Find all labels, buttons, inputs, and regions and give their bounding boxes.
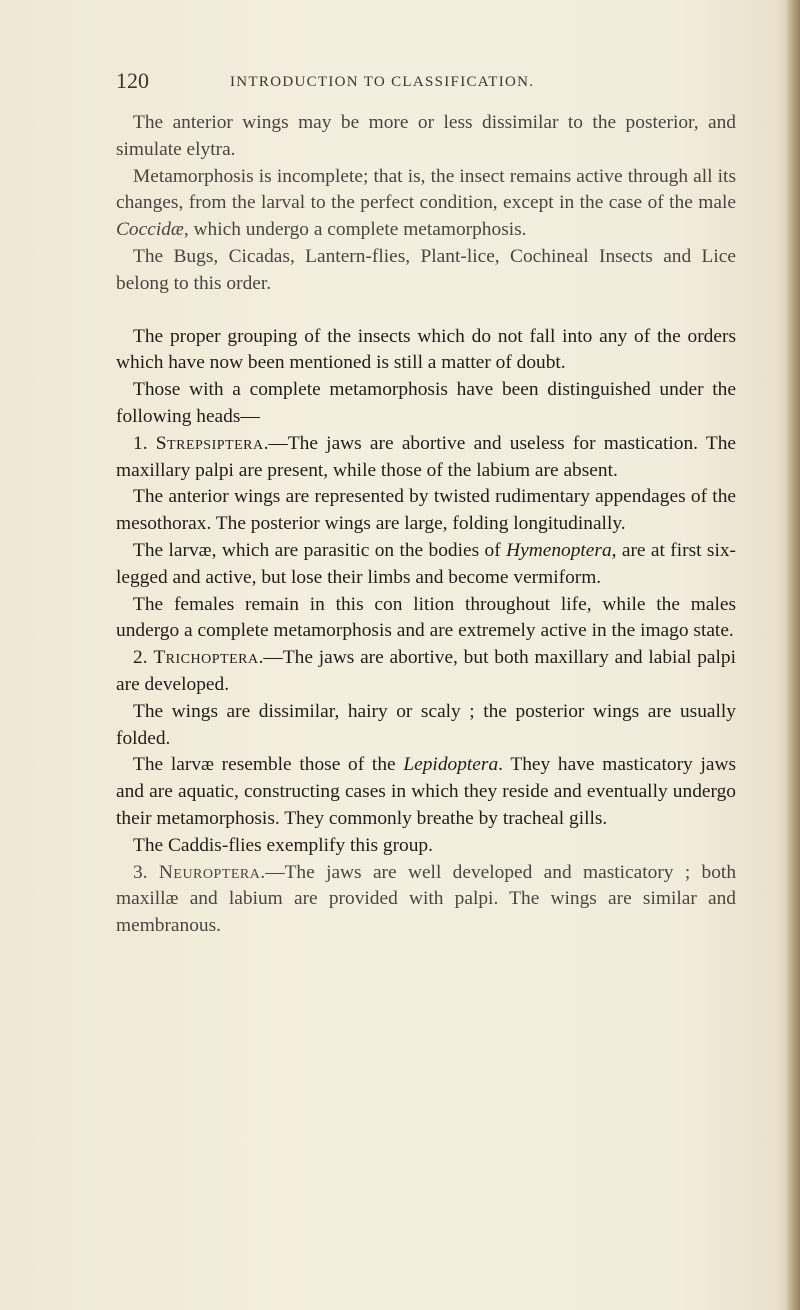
paragraph-trichoptera-larvae: The larvæ resemble those of the Lepidoptera. They have masticatory jaws and are aquatic, constructing cases in which they reside and eventually undergo their metamorphosis. They commonly breathe by tracheal gills. bbox=[116, 754, 736, 829]
page-number: 120 bbox=[116, 68, 149, 93]
paragraph-trichoptera-wings: The wings are dissimilar, hairy or scaly ; the posterior wings are usually folded. bbox=[116, 700, 736, 749]
paragraph-strepsiptera-larvae: The larvæ, which are parasitic on the bodies of Hymenoptera, are at first six-legged and active, but lose their limbs and become vermiform. bbox=[116, 539, 736, 588]
paragraph-strepsiptera-females: The females remain in this con lition throughout life, while the males undergo a complete metamorphosis and are extremely active in the imago state. bbox=[116, 593, 736, 642]
section-strepsiptera: 1. Strepsiptera.—The jaws are abortive and useless for mastication. The maxillary palpi are present, while those of the labium are absent. bbox=[116, 432, 737, 481]
paragraph-complete-metamorphosis: Those with a complete metamorphosis have been distinguished under the following heads— bbox=[116, 379, 736, 427]
taxon-lepidoptera: Lepidoptera bbox=[403, 754, 499, 776]
paragraph-strepsiptera-wings: The anterior wings are represented by twisted rudimentary appendages of the mesothorax. The posterior wings are large, folding longitudinally. bbox=[116, 486, 736, 535]
paragraph-order-members: The Bugs, Cicadas, Lantern-flies, Plant-lice, Cochineal Insects and Lice belong to this order. bbox=[116, 245, 736, 294]
section-trichoptera: 2. Trichoptera.—The jaws are abortive, but both maxillary and labial palpi are developed. bbox=[116, 647, 736, 695]
order-name-trichoptera: Trichoptera bbox=[153, 647, 259, 669]
page-header bbox=[0, 68, 800, 98]
section-neuroptera: 3. Neuroptera.—The jaws are well developed and masticatory ; both maxillæ and labium are provided with palpi. The wings are similar and membranous. bbox=[116, 861, 737, 937]
taxon-hymenoptera: Hymenoptera bbox=[506, 539, 612, 561]
paragraph-grouping: The proper grouping of the insects which do not fall into any of the orders which have now been mentioned is still a matter of doubt. bbox=[116, 325, 736, 374]
paragraph-anterior-wings: The anterior wings may be more or less dissimilar to the posterior, and simulate elytra. bbox=[116, 112, 736, 160]
page-edge-shadow bbox=[786, 0, 800, 1310]
paragraph-metamorphosis: Metamorphosis is incomplete; that is, the insect remains active through all its changes, from the larval to the perfect condition, except in the case of the male Coccidæ, which undergo a complete metamorphosis. bbox=[116, 165, 736, 241]
paragraph-caddis-flies: The Caddis-flies exemplify this group. bbox=[133, 834, 433, 856]
taxon-coccidae: Coccidæ bbox=[116, 219, 184, 241]
order-name-neuroptera: Neuroptera bbox=[158, 861, 261, 883]
running-head: INTRODUCTION TO CLASSIFICATION. bbox=[230, 74, 535, 90]
order-name-strepsiptera: Strepsiptera bbox=[155, 432, 264, 454]
page-body bbox=[116, 110, 736, 940]
